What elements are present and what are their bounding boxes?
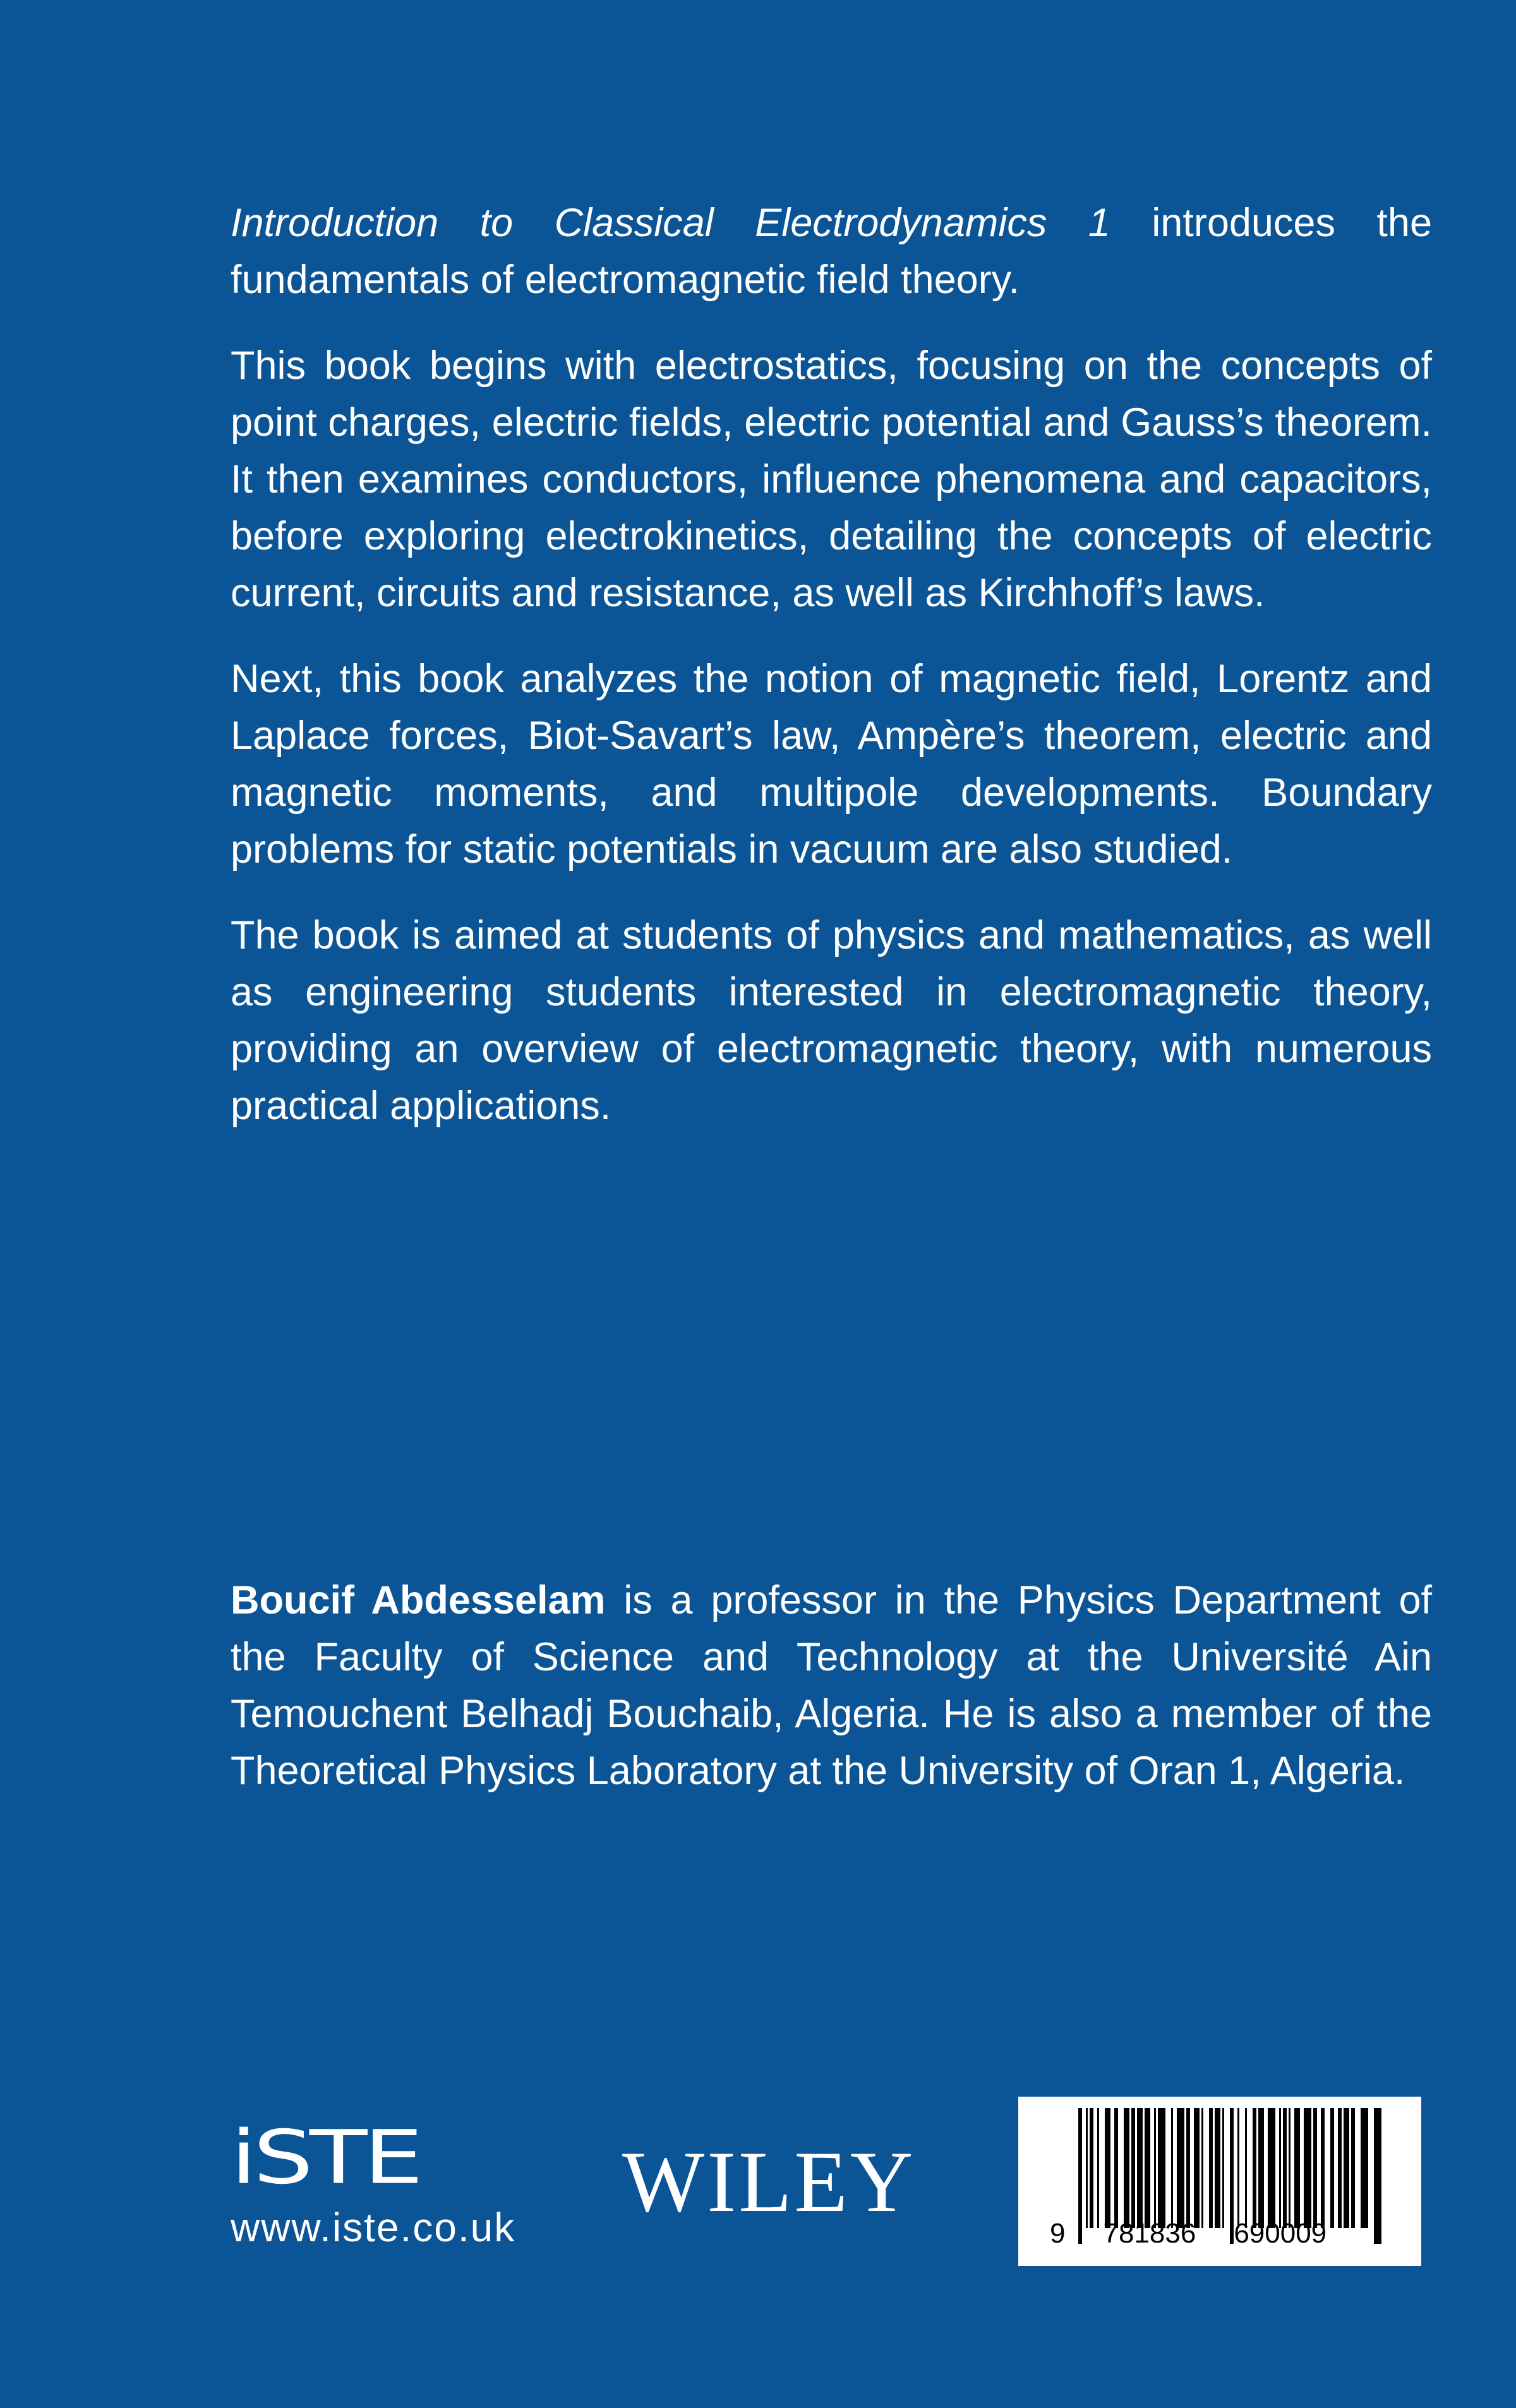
barcode-bar <box>1114 2108 1118 2228</box>
barcode-bar <box>1351 2108 1355 2228</box>
isbn-barcode <box>1018 2097 1421 2266</box>
barcode-bar <box>1321 2108 1325 2228</box>
barcode-bar <box>1237 2108 1239 2228</box>
barcode-bar <box>1338 2108 1342 2228</box>
barcode-bar <box>1258 2108 1264 2228</box>
barcode-bar <box>1131 2108 1135 2228</box>
blurb-paragraph-3: Next, this book analyzes the notion of magnetic field, Lorentz and Laplace forces, Biot-Savart’s law, Ampère’s theorem, electric and magnetic moments, and multipole developments. Boundary problems for static potentials in vacuum are also studied. <box>231 657 1432 872</box>
barcode-bar <box>1177 2108 1184 2228</box>
barcode-bar <box>1253 2108 1256 2228</box>
blurb-paragraph-4: The book is aimed at students of physics and mathematics, as well as engineering students interested in electromagnetic theory, providing an overview of electromagnetic theory, with numerous practical applications. <box>231 913 1432 1128</box>
back-cover-blurb <box>231 195 1432 1163</box>
iste-url: www.iste.co.uk <box>231 2205 516 2250</box>
barcode-bar <box>1154 2108 1156 2228</box>
isbn-digit-group: 9 <box>1050 2218 1066 2249</box>
barcode-bar <box>1097 2108 1099 2228</box>
author-bio-text: is a professor in the Physics Department of the Faculty of Science and Technology at the Université Ain Temouchent Belhadj Bouchaib, Algeria. He is also a member of the Theoretical Physics Laboratory at the University of Oran 1, Algeria. <box>231 1578 1432 1793</box>
barcode-bar <box>1137 2108 1143 2228</box>
barcode-bar <box>1145 2108 1150 2228</box>
barcode-bar <box>1268 2108 1275 2228</box>
blurb-text: introduces the fundamentals of electromagnetic field theory. <box>231 201 1432 302</box>
isbn-digit-group: 690009 <box>1234 2218 1327 2249</box>
barcode-bar <box>1361 2108 1368 2228</box>
barcode-bar <box>1304 2108 1311 2228</box>
barcode-bar <box>1086 2108 1088 2228</box>
barcode-bar <box>1222 2108 1224 2228</box>
blurb-paragraph-2: This book begins with electrostatics, focusing on the concepts of point charges, electric fields, electric potential and Gauss’s theorem. It then examines conductors, influence phenomena and capacitors, before exploring electrokinetics, detailing the concepts of electric current, circuits and resistance, as well as Kirchhoff’s laws. <box>231 344 1432 615</box>
barcode-bar <box>1090 2108 1093 2228</box>
barcode-bar <box>1201 2108 1203 2228</box>
barcode-bar <box>1171 2108 1173 2228</box>
barcode-bar <box>1330 2108 1334 2228</box>
wiley-logo: WILEY <box>622 2133 916 2230</box>
barcode-bar <box>1158 2108 1165 2228</box>
barcode-bar <box>1186 2108 1190 2228</box>
barcode-bar <box>1215 2108 1220 2228</box>
barcode-bar <box>1124 2108 1129 2228</box>
isbn-digits <box>1050 2218 1404 2249</box>
barcode-bar <box>1279 2108 1281 2228</box>
blurb-paragraph-1 <box>231 195 1432 308</box>
barcode-bar <box>1294 2108 1300 2228</box>
barcode-bar <box>1245 2108 1247 2228</box>
iste-logo: iSTE <box>231 2114 420 2201</box>
book-title: Introduction to Classical Electrodynamics 1 <box>231 201 1110 245</box>
barcode-bar <box>1344 2108 1349 2228</box>
author-bio <box>231 1572 1432 1828</box>
barcode-bar <box>1289 2108 1290 2228</box>
barcode-bar <box>1313 2108 1317 2228</box>
barcode-bar <box>1105 2108 1110 2228</box>
iste-publisher <box>231 2114 534 2251</box>
author-name: Boucif Abdesselam <box>231 1578 606 1622</box>
barcode-bar <box>1283 2108 1287 2228</box>
barcode-bars <box>1078 2108 1381 2228</box>
barcode-bar <box>1194 2108 1200 2228</box>
barcode-bar <box>1209 2108 1213 2228</box>
isbn-digit-group: 781836 <box>1103 2218 1196 2249</box>
